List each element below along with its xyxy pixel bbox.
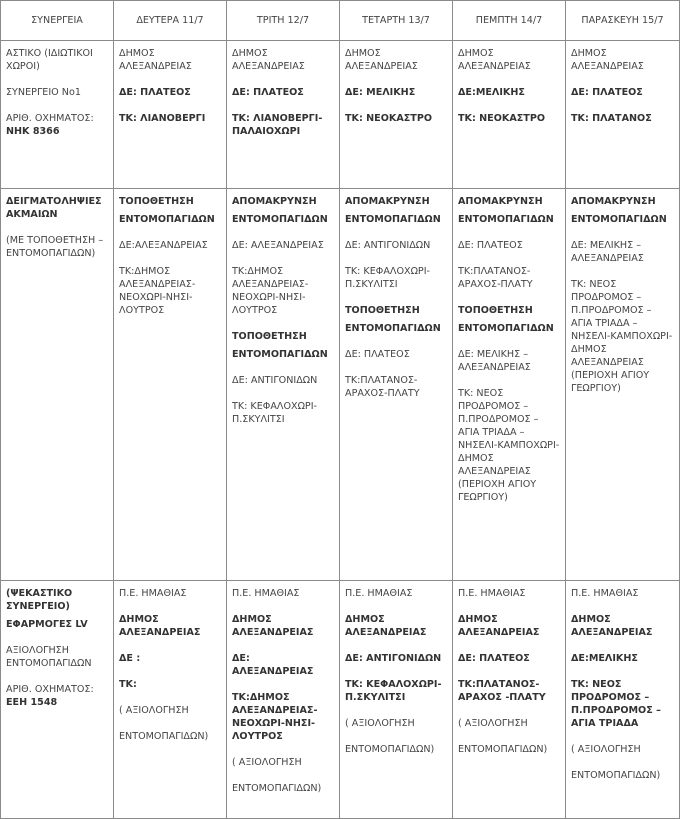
day-cell [114,41,227,189]
cell-text-span: ΔΗΜΟΣ ΑΛΕΞΑΝΔΡΕΙΑΣ [232,614,314,638]
cell-text [458,322,560,335]
cell-text-span: ΔΕ: ΑΝΤΙΓΟΝΙΔΩΝ [232,375,318,386]
cell-text [6,195,108,221]
cell-text-span: ΕΝΤΟΜΟΠΑΓΙΔΩΝ [232,349,328,360]
cell-text-span: ΔΕ: ΜΕΛΙΚΗΣ [345,87,416,98]
cell-text [6,644,108,670]
header-friday: ΠΑΡΑΣΚΕΥΗ 15/7 [566,1,680,41]
cell-text-span: ΔΕ: ΠΛΑΤΕΟΣ [571,87,643,98]
cell-text [458,348,560,374]
cell-text-span: ΔΗΜΟΣ ΑΛΕΞΑΝΔΡΕΙΑΣ [119,48,192,72]
cell-text-span: ΔΕ: ΠΛΑΤΕΟΣ [119,87,191,98]
vehicle-plate: ΝΗΚ 8366 [6,126,60,137]
cell-text [345,213,447,226]
table-row [1,41,680,189]
day-cell [114,581,227,819]
cell-text [345,678,447,704]
team-cell [1,581,114,819]
day-cell [453,581,566,819]
cell-text-span: ΤΟΠΟΘΕΤΗΣΗ [458,305,533,316]
cell-text-span: ΤΟΠΟΘΕΤΗΣΗ [232,331,307,342]
cell-text [458,239,560,252]
cell-text-span: ΑΞΙΟΛΟΓΗΣΗ ΕΝΤΟΜΟΠΑΓΙΔΩΝ [6,645,92,669]
cell-text [571,743,674,756]
header-tuesday: ΤΡΙΤΗ 12/7 [227,1,340,41]
cell-text-span: ΑΠΟΜΑΚΡΥΝΣΗ [232,196,317,207]
cell-text-span: ΑΣΤΙΚΟ (ΙΔΙΩΤΙΚΟΙ ΧΩΡΟΙ) [6,48,93,72]
cell-text-span: ΤΚ:ΠΛΑΤΑΝΟΣ-ΑΡΑΧΟΣ -ΠΛΑΤΥ [458,679,546,703]
cell-text-span: ΕΝΤΟΜΟΠΑΓΙΔΩΝ [232,214,328,225]
cell-text [119,704,221,717]
cell-text [232,213,334,226]
day-cell [566,189,680,581]
cell-text-span: Π.Ε. ΗΜΑΘΙΑΣ [345,588,413,599]
cell-text-span: ΕΝΤΟΜΟΠΑΓΙΔΩΝ [458,214,554,225]
cell-text-span: ΕΝΤΟΜΟΠΑΓΙΔΩΝ) [345,744,435,755]
cell-text-span: ΤΚ:ΠΛΑΤΑΝΟΣ-ΑΡΑΧΟΣ-ΠΛΑΤΥ [458,266,533,290]
cell-text-span: ΔΗΜΟΣ ΑΛΕΞΑΝΔΡΕΙΑΣ [345,614,427,638]
cell-text-span: ΤΚ: ΝΕΟΣ ΠΡΟΔΡΟΜΟΣ – Π.ΠΡΟΔΡΟΜΟΣ – ΑΓΙΑ ΤΡΙΑΔΑ – ΝΗΣΕΛΙ-ΚΑΜΠΟΧΩΡΙ-ΔΗΜΟΣ ΑΛΕΞΑΝΔΡΕΙΑΣ (ΠΕΡΙΟΧΗ ΑΓΙΟΥ ΓΕΩΡΓΙΟΥ) [458,388,560,503]
cell-text [119,678,221,691]
cell-text [345,195,447,208]
cell-text [119,265,221,317]
cell-text [345,86,447,99]
cell-text-span: ΔΕΙΓΜΑΤΟΛΗΨΙΕΣ ΑΚΜΑΙΩΝ [6,196,102,220]
cell-text [345,587,447,600]
cell-text-span: ΔΕ: ΑΝΤΙΓΟΝΙΔΩΝ [345,653,442,664]
cell-text [345,743,447,756]
cell-text [232,691,334,743]
table-row [1,189,680,581]
cell-text-span: ΤΚ:ΠΛΑΤΑΝΟΣ-ΑΡΑΧΟΣ-ΠΛΑΤΥ [345,375,420,399]
cell-text-span: ΔΕ: ΜΕΛΙΚΗΣ – ΑΛΕΞΑΝΔΡΕΙΑΣ [571,240,644,264]
day-cell [566,581,680,819]
cell-text [119,195,221,208]
cell-text [571,652,674,665]
cell-text-span: ΕΝΤΟΜΟΠΑΓΙΔΩΝ [458,323,554,334]
cell-text-span: ΔΗΜΟΣ ΑΛΕΞΑΝΔΡΕΙΑΣ [232,48,305,72]
cell-text [6,112,108,138]
cell-text [571,213,674,226]
cell-text [6,234,108,260]
cell-text-span: ΑΠΟΜΑΚΡΥΝΣΗ [345,196,430,207]
cell-text [458,265,560,291]
cell-text-span: ΤΚ: ΚΕΦΑΛΟΧΩΡΙ-Π.ΣΚΥΛΙΤΣΙ [232,401,317,425]
cell-text-span: ΕΝΤΟΜΟΠΑΓΙΔΩΝ) [232,783,322,794]
cell-text [6,618,108,631]
day-cell [340,189,453,581]
cell-text [345,239,447,252]
cell-text-span: ΔΕ: ΜΕΛΙΚΗΣ – ΑΛΕΞΑΝΔΡΕΙΑΣ [458,349,531,373]
cell-text [232,400,334,426]
cell-text-span: ΤΚ: ΝΕΟΚΑΣΤΡΟ [458,113,546,124]
cell-text-span: Π.Ε. ΗΜΑΘΙΑΣ [232,588,300,599]
cell-text [458,47,560,73]
cell-text [345,47,447,73]
cell-text [458,587,560,600]
day-cell [453,41,566,189]
cell-text-span: ΑΡΙΘ. ΟΧΗΜΑΤΟΣ: [6,113,94,124]
cell-text [571,678,674,730]
cell-text-span: ΔΕ: ΠΛΑΤΕΟΣ [232,87,304,98]
cell-text-span: ΔΕ: ΠΛΑΤΕΟΣ [458,240,523,251]
cell-text [345,304,447,317]
cell-text-span: ΤΚ: ΚΕΦΑΛΟΧΩΡΙ-Π.ΣΚΥΛΙΤΣΙ [345,266,430,290]
cell-text [345,265,447,291]
cell-text [232,195,334,208]
cell-text [232,613,334,639]
header-wednesday: ΤΕΤΑΡΤΗ 13/7 [340,1,453,41]
cell-text [458,717,560,730]
cell-text-span: ΑΡΙΘ. ΟΧΗΜΑΤΟΣ: [6,684,94,695]
cell-text [458,613,560,639]
cell-text [571,769,674,782]
cell-text-span: ΔΕ: ΑΛΕΞΑΝΔΡΕΙΑΣ [232,240,324,251]
cell-text-span: ΤΚ: ΚΕΦΑΛΟΧΩΡΙ-Π.ΣΚΥΛΙΤΣΙ [345,679,442,703]
cell-text [232,265,334,317]
day-cell [227,189,340,581]
cell-text-span: ΔΕ:ΑΛΕΞΑΝΔΡΕΙΑΣ [119,240,208,251]
cell-text [458,213,560,226]
cell-text-span: ΔΕ:ΜΕΛΙΚΗΣ [571,653,638,664]
cell-text-span: Π.Ε. ΗΜΑΘΙΑΣ [119,588,187,599]
cell-text-span: ΔΕ: ΑΝΤΙΓΟΝΙΔΩΝ [345,240,431,251]
cell-text-span: ΤΚ: ΠΛΑΤΑΝΟΣ [571,113,652,124]
cell-text [458,86,560,99]
day-cell [340,41,453,189]
cell-text [232,112,334,138]
cell-text [571,195,674,208]
day-cell [227,581,340,819]
cell-text-span: ΕΝΤΟΜΟΠΑΓΙΔΩΝ) [571,770,661,781]
cell-text-span: ΤΚ: ΝΕΟΚΑΣΤΡΟ [345,113,433,124]
cell-text [232,239,334,252]
cell-text [345,348,447,361]
cell-text [232,587,334,600]
cell-text [6,47,108,73]
cell-text [119,652,221,665]
cell-text-span: ΔΗΜΟΣ ΑΛΕΞΑΝΔΡΕΙΑΣ [571,614,653,638]
cell-text-span: (ΨΕΚΑΣΤΙΚΟ ΣΥΝΕΡΓΕΙΟ) [6,588,73,612]
team-cell [1,41,114,189]
table-row [1,581,680,819]
cell-text-span: ΤΚ:ΔΗΜΟΣ ΑΛΕΞΑΝΔΡΕΙΑΣ-ΝΕΟΧΩΡΙ-ΝΗΣΙ-ΛΟΥΤΡΟΣ [119,266,196,316]
cell-text-span: ΤΚ: [119,679,137,690]
cell-text-span: ΕΦΑΡΜΟΓΕΣ LV [6,619,88,630]
cell-text [232,86,334,99]
cell-text [232,756,334,769]
cell-text [458,304,560,317]
cell-text-span: ΔΗΜΟΣ ΑΛΕΞΑΝΔΡΕΙΑΣ [458,48,531,72]
day-cell [227,41,340,189]
cell-text-span: ΤΚ:ΔΗΜΟΣ ΑΛΕΞΑΝΔΡΕΙΑΣ-ΝΕΟΧΩΡΙ-ΝΗΣΙ-ΛΟΥΤΡΟΣ [232,692,318,742]
cell-text [119,86,221,99]
cell-text [345,374,447,400]
cell-text-span: ΔΕ:ΜΕΛΙΚΗΣ [458,87,525,98]
cell-text [571,613,674,639]
cell-text-span: ΤΚ: ΛΙΑΝΟΒΕΡΓΙ-ΠΑΛΑΙΟΧΩΡΙ [232,113,323,137]
cell-text [571,86,674,99]
cell-text [458,112,560,125]
cell-text [345,652,447,665]
cell-text [571,587,674,600]
cell-text-span: ( ΑΞΙΟΛΟΓΗΣΗ [458,718,528,729]
cell-text-span: ΕΝΤΟΜΟΠΑΓΙΔΩΝ) [119,731,209,742]
cell-text-span: Π.Ε. ΗΜΑΘΙΑΣ [571,588,639,599]
cell-text-span: ΤΚ: ΝΕΟΣ ΠΡΟΔΡΟΜΟΣ – Π.ΠΡΟΔΡΟΜΟΣ – ΑΓΙΑ ΤΡΙΑΔΑ – ΝΗΣΕΛΙ-ΚΑΜΠΟΧΩΡΙ-ΔΗΜΟΣ ΑΛΕΞΑΝΔΡΕΙΑΣ (ΠΕΡΙΟΧΗ ΑΓΙΟΥ ΓΕΩΡΓΙΟΥ) [571,279,673,394]
cell-text [345,717,447,730]
cell-text-span: ΔΗΜΟΣ ΑΛΕΞΑΝΔΡΕΙΑΣ [345,48,418,72]
cell-text [119,613,221,639]
header-teams: ΣΥΝΕΡΓΕΙΑ [1,1,114,41]
day-cell [453,189,566,581]
cell-text [345,613,447,639]
cell-text [6,86,108,99]
cell-text-span: ( ΑΞΙΟΛΟΓΗΣΗ [345,718,415,729]
cell-text-span: ΔΕ : [119,653,141,664]
cell-text-span: ( ΑΞΙΟΛΟΓΗΣΗ [232,757,302,768]
cell-text [345,322,447,335]
cell-text [571,239,674,265]
cell-text [232,348,334,361]
cell-text-span: ΕΝΤΟΜΟΠΑΓΙΔΩΝ) [458,744,548,755]
cell-text [6,587,108,613]
cell-text [571,278,674,395]
cell-text-span: ( ΑΞΙΟΛΟΓΗΣΗ [571,744,641,755]
day-cell [340,581,453,819]
cell-text-span: ΔΗΜΟΣ ΑΛΕΞΑΝΔΡΕΙΑΣ [571,48,644,72]
cell-text-span: ΕΝΤΟΜΟΠΑΓΙΔΩΝ [345,323,441,334]
cell-text [458,678,560,704]
cell-text [232,782,334,795]
cell-text-span: ΕΝΤΟΜΟΠΑΓΙΔΩΝ [119,214,215,225]
cell-text-span: ΤΚ: ΛΙΑΝΟΒΕΡΓΙ [119,113,206,124]
cell-text-span: ΔΕ: ΠΛΑΤΕΟΣ [458,653,530,664]
cell-text [119,239,221,252]
cell-text-span: Π.Ε. ΗΜΑΘΙΑΣ [458,588,526,599]
cell-text [458,743,560,756]
cell-text-span: ΣΥΝΕΡΓΕΙΟ Νο1 [6,87,81,98]
cell-text [119,730,221,743]
cell-text [232,47,334,73]
cell-text [119,47,221,73]
cell-text-span: ΔΗΜΟΣ ΑΛΕΞΑΝΔΡΕΙΑΣ [119,614,201,638]
cell-text-span: ΑΠΟΜΑΚΡΥΝΣΗ [458,196,543,207]
cell-text-span: ΕΝΤΟΜΟΠΑΓΙΔΩΝ [345,214,441,225]
header-thursday: ΠΕΜΠΤΗ 14/7 [453,1,566,41]
cell-text [571,112,674,125]
cell-text [119,213,221,226]
cell-text-span: ( ΑΞΙΟΛΟΓΗΣΗ [119,705,189,716]
vehicle-plate: ΕΕΗ 1548 [6,697,58,708]
cell-text [119,587,221,600]
cell-text [232,330,334,343]
day-cell [566,41,680,189]
cell-text [119,112,221,125]
cell-text [571,47,674,73]
cell-text-span: ΤΚ: ΝΕΟΣ ΠΡΟΔΡΟΜΟΣ – Π.ΠΡΟΔΡΟΜΟΣ – ΑΓΙΑ ΤΡΙΑΔΑ [571,679,661,729]
cell-text [458,652,560,665]
cell-text [458,195,560,208]
cell-text-span: ΔΕ: ΑΛΕΞΑΝΔΡΕΙΑΣ [232,653,314,677]
cell-text-span: (ΜΕ ΤΟΠΟΘΕΤΗΣΗ – ΕΝΤΟΜΟΠΑΓΙΔΩΝ) [6,235,104,259]
header-monday: ΔΕΥΤΕΡΑ 11/7 [114,1,227,41]
cell-text-span: ΔΕ: ΠΛΑΤΕΟΣ [345,349,410,360]
cell-text [232,374,334,387]
cell-text [345,112,447,125]
cell-text-span: ΕΝΤΟΜΟΠΑΓΙΔΩΝ [571,214,667,225]
cell-text [6,683,108,709]
cell-text [232,652,334,678]
cell-text [458,387,560,504]
cell-text-span: ΤΟΠΟΘΕΤΗΣΗ [119,196,194,207]
cell-text-span: ΤΚ:ΔΗΜΟΣ ΑΛΕΞΑΝΔΡΕΙΑΣ-ΝΕΟΧΩΡΙ-ΝΗΣΙ-ΛΟΥΤΡΟΣ [232,266,309,316]
team-cell [1,189,114,581]
cell-text-span: ΑΠΟΜΑΚΡΥΝΣΗ [571,196,656,207]
header-row [1,1,680,41]
cell-text-span: ΤΟΠΟΘΕΤΗΣΗ [345,305,420,316]
cell-text-span: ΔΗΜΟΣ ΑΛΕΞΑΝΔΡΕΙΑΣ [458,614,540,638]
day-cell [114,189,227,581]
